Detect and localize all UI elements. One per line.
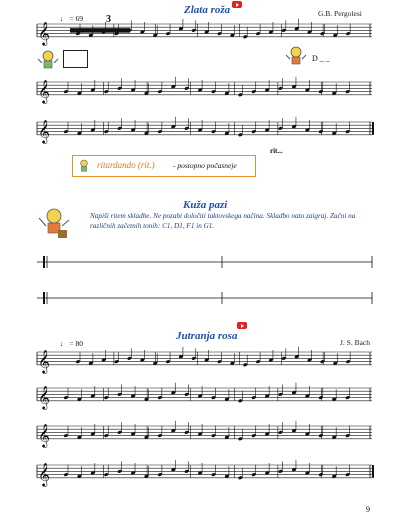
- multi-rest: [70, 28, 130, 32]
- song2-composer: J. S. Bach: [340, 338, 370, 347]
- treble-clef-icon: 𝄞: [38, 422, 50, 447]
- ritardando-box: [72, 155, 256, 177]
- treble-clef-icon: 𝄞: [38, 461, 50, 486]
- treble-clef-icon: 𝄞: [38, 118, 50, 143]
- empty-answer-box[interactable]: [63, 50, 88, 68]
- song2-title: Jutranja rosa: [176, 330, 238, 342]
- exercise-title: Kuža pazi: [183, 199, 228, 211]
- treble-clef-icon: 𝄞: [38, 78, 50, 103]
- ritardando-description: - postopno počasneje: [173, 161, 237, 170]
- song1-tempo: ♩ = 69: [60, 14, 83, 23]
- staff: [37, 117, 373, 144]
- treble-clef-icon: 𝄞: [38, 348, 50, 373]
- song2-tempo: ♩ = 80: [60, 339, 83, 348]
- staff: [37, 347, 372, 374]
- staff: [37, 421, 372, 448]
- cartoon-character-icon: [76, 158, 92, 174]
- cartoon-character-icon: [36, 206, 72, 240]
- cartoon-character-icon: [284, 44, 308, 68]
- song1-d-label: D _ _: [312, 54, 330, 63]
- staff: [37, 383, 372, 410]
- song1-rest-count: 3: [106, 14, 111, 25]
- treble-clef-icon: 𝄞: [38, 384, 50, 409]
- song1-composer: G.B. Pergolesi: [318, 9, 362, 18]
- staff: [37, 77, 372, 104]
- youtube-icon[interactable]: [237, 322, 247, 329]
- page-number: 9: [366, 505, 370, 514]
- cartoon-character-icon: [36, 48, 60, 72]
- staff: [37, 460, 373, 487]
- treble-clef-icon: 𝄞: [38, 20, 50, 45]
- rhythm-line: [37, 256, 372, 268]
- ritardando-label: ritardando (rit.): [97, 160, 155, 170]
- rhythm-line: [37, 292, 372, 304]
- song1-title: Zlata roža: [184, 4, 231, 16]
- song1-rit: rit...: [270, 147, 283, 155]
- exercise-instructions: Napiši ritem skladbe. Ne pozabi določiti taktovskega načina. Skladbo nato zaigraj. Začni na različnih začetnih tonih: C1, D1, F1 in G1.: [90, 212, 356, 230]
